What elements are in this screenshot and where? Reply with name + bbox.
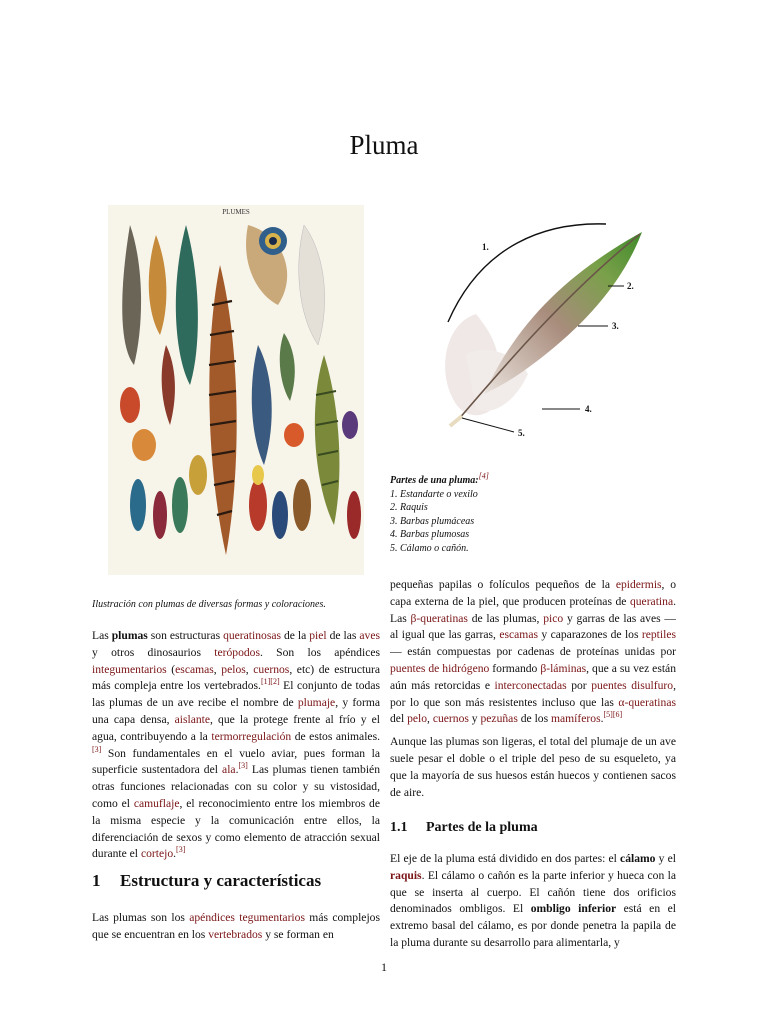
wiki-link[interactable]: integumentarios (92, 662, 167, 676)
wiki-link[interactable]: α-queratinas (618, 695, 676, 709)
text: , y forma una capa densa, (92, 696, 380, 726)
caption-item: 3. Barbas plumáceas (390, 515, 475, 527)
text: , (427, 712, 433, 726)
wiki-link[interactable]: reptiles (641, 628, 676, 642)
text: Las (92, 629, 112, 642)
wiki-link[interactable]: queratina (629, 594, 674, 608)
wiki-link[interactable]: puentes de hidrógeno (390, 661, 490, 675)
text: y se forman en (262, 927, 334, 941)
wiki-link[interactable]: pelos (221, 662, 246, 676)
text: , etc) de estructura más compleja entre los vertebrados. (92, 662, 380, 693)
wiki-link[interactable]: ala (222, 763, 236, 777)
keratin-paragraph (390, 577, 676, 728)
wiki-link[interactable]: interconectadas (494, 678, 567, 692)
text: Las plumas tienen también otras funciones relacionadas con su color y su vistosidad, como el (92, 763, 380, 810)
bold-term: cálamo (620, 852, 656, 865)
wiki-link[interactable]: cuernos (253, 662, 290, 676)
page-number: 1 (381, 960, 387, 974)
caption-title: Partes de una pluma: (390, 475, 479, 486)
label-2: 2. (627, 281, 634, 291)
feathers-plate-figure (108, 205, 364, 575)
text: . Son los apéndices (260, 645, 380, 659)
figure-right-caption (390, 471, 670, 555)
section1-paragraph (92, 910, 380, 944)
text: de las plumas, (467, 611, 544, 625)
plate-title: PLUMES (222, 208, 250, 216)
feathers-plate-illustration (108, 205, 364, 575)
citation-link[interactable]: [3] (92, 744, 102, 754)
text: . (235, 763, 239, 777)
text: El conjunto de todas las plumas de un ave recibe el nombre de (92, 679, 380, 710)
wiki-link[interactable]: β-láminas (540, 661, 587, 675)
citation-link[interactable]: [4] (478, 471, 489, 481)
text: son estructuras (147, 629, 224, 642)
text: , el reconocimiento entre los miembros de la misma especie y la comunicación entre ellos, la diferenciación de sexos y como elemento de atracción sexual durante el (92, 796, 381, 861)
wiki-link[interactable]: pico (543, 611, 564, 625)
text: El eje de la pluma está dividido en dos partes: el (390, 852, 621, 865)
bold-term: ombligo inferior (530, 902, 617, 916)
text: por (566, 678, 592, 692)
text: . (600, 712, 604, 726)
text: y (468, 712, 481, 726)
text: , o capa externa de la piel, que producen proteínas de (390, 578, 677, 608)
text: . El cálamo o cañón es la parte inferior y hueca con la que se inserta al cuerpo. El cañón tiene dos orificios denominados ombligos. El (390, 868, 676, 916)
wiki-link[interactable]: termorregulación (211, 729, 292, 743)
wiki-link[interactable]: piel (309, 629, 327, 642)
section-heading (92, 871, 321, 891)
label-3: 3. (612, 321, 619, 331)
text: Las plumas son los (92, 911, 190, 924)
wiki-link[interactable]: pelo (407, 712, 428, 726)
feather-parts-figure (396, 204, 668, 460)
parts-paragraph (390, 851, 676, 952)
intro-paragraph (92, 628, 380, 863)
wiki-link[interactable]: β-queratinas (410, 611, 468, 625)
citation-link[interactable]: [3] (176, 845, 186, 855)
text: . Las (390, 594, 676, 625)
text: y caparazones de los (538, 628, 642, 642)
text: — están compuestas por cadenas de proteínas unidas por (390, 645, 676, 659)
caption-item: 1. Estandarte o vexilo (390, 488, 478, 500)
wiki-link[interactable]: cortejo (140, 847, 174, 861)
text: de las (326, 629, 360, 642)
wiki-link[interactable]: pezuñas (480, 712, 518, 726)
page-title: Pluma (349, 130, 419, 161)
text: pequeñas papilas o folículos pequeños de la (390, 578, 616, 591)
caption-item: 5. Cálamo o cañón. (390, 542, 469, 554)
wiki-link[interactable]: escamas (175, 662, 214, 676)
text: , por lo que son más resistentes incluso que las (390, 678, 676, 709)
text: y garras de las aves — al igual que las garras, (390, 611, 676, 642)
wiki-link[interactable]: plumaje (297, 696, 336, 710)
text: y el (655, 852, 676, 865)
wiki-link[interactable]: escamas (499, 628, 538, 642)
subsection-number: 1.1 (390, 820, 408, 835)
text: . (173, 847, 177, 861)
text: más complejos que se encuentran en los (92, 911, 380, 941)
caption-item: 4. Barbas plumosas (390, 529, 470, 540)
bold-term: plumas (111, 629, 148, 642)
text: Son fundamentales en el vuelo aviar, pues forman la superficie sustentadora del (92, 746, 380, 777)
wiki-link[interactable]: apéndices tegumentarios (189, 911, 305, 924)
wiki-link[interactable]: terópodos (214, 645, 260, 659)
text: de la (281, 629, 310, 642)
text: está en el extremo basal del cálamo, es por donde penetra la papila de la pluma durante su desarrollo para alimentarla, y (390, 902, 676, 949)
citation-link[interactable]: [3] (238, 761, 248, 771)
right-column-text (390, 577, 676, 801)
text: ( (166, 662, 176, 676)
wiki-link[interactable]: queratinosas (223, 629, 282, 642)
wiki-link[interactable]: aislante (174, 712, 211, 726)
text: del (390, 712, 408, 726)
wiki-link[interactable]: raquis (390, 868, 422, 882)
wiki-link[interactable]: mamíferos (551, 712, 601, 726)
wiki-link[interactable]: cuernos (432, 712, 469, 726)
feather-parts-diagram (396, 204, 668, 460)
citation-link[interactable]: [5][6] (603, 710, 623, 720)
text: de estos animales. (291, 729, 380, 743)
section-number: 1 (92, 871, 101, 890)
wiki-link[interactable]: aves (359, 629, 380, 642)
wiki-link[interactable]: camuflaje (133, 796, 180, 810)
text: de los (517, 712, 551, 726)
figure-left-caption: Ilustración con plumas de diversas formas y coloraciones. (92, 599, 326, 610)
weight-paragraph: Aunque las plumas son ligeras, el total del plumaje de un ave suele pesar el doble o el triple del peso de su esqueleto, ya que la mayoría de sus huesos están huecos y contienen sacos de aire. (390, 735, 676, 799)
text: , (213, 662, 222, 676)
text: , que la protege frente al frío y el agua, contribuyendo a la (92, 712, 380, 743)
label-5: 5. (518, 428, 525, 438)
text: , que a su vez están aún más retorcidas e (390, 661, 676, 692)
wiki-link[interactable]: vertebrados (208, 927, 263, 941)
subsection-title: Partes de la pluma (426, 820, 538, 835)
caption-item: 2. Raquis (390, 502, 428, 513)
subsection-heading (390, 820, 538, 836)
section-title: Estructura y características (120, 871, 322, 890)
text: y otros dinosaurios (92, 645, 215, 659)
wiki-link[interactable]: epidermis (615, 578, 662, 591)
label-1: 1. (482, 242, 489, 252)
text: formando (489, 661, 541, 675)
citation-link[interactable]: [1][2] (260, 677, 280, 687)
text: , (245, 662, 254, 676)
label-4: 4. (585, 404, 592, 414)
wiki-link[interactable]: puentes disulfuro (591, 678, 674, 692)
